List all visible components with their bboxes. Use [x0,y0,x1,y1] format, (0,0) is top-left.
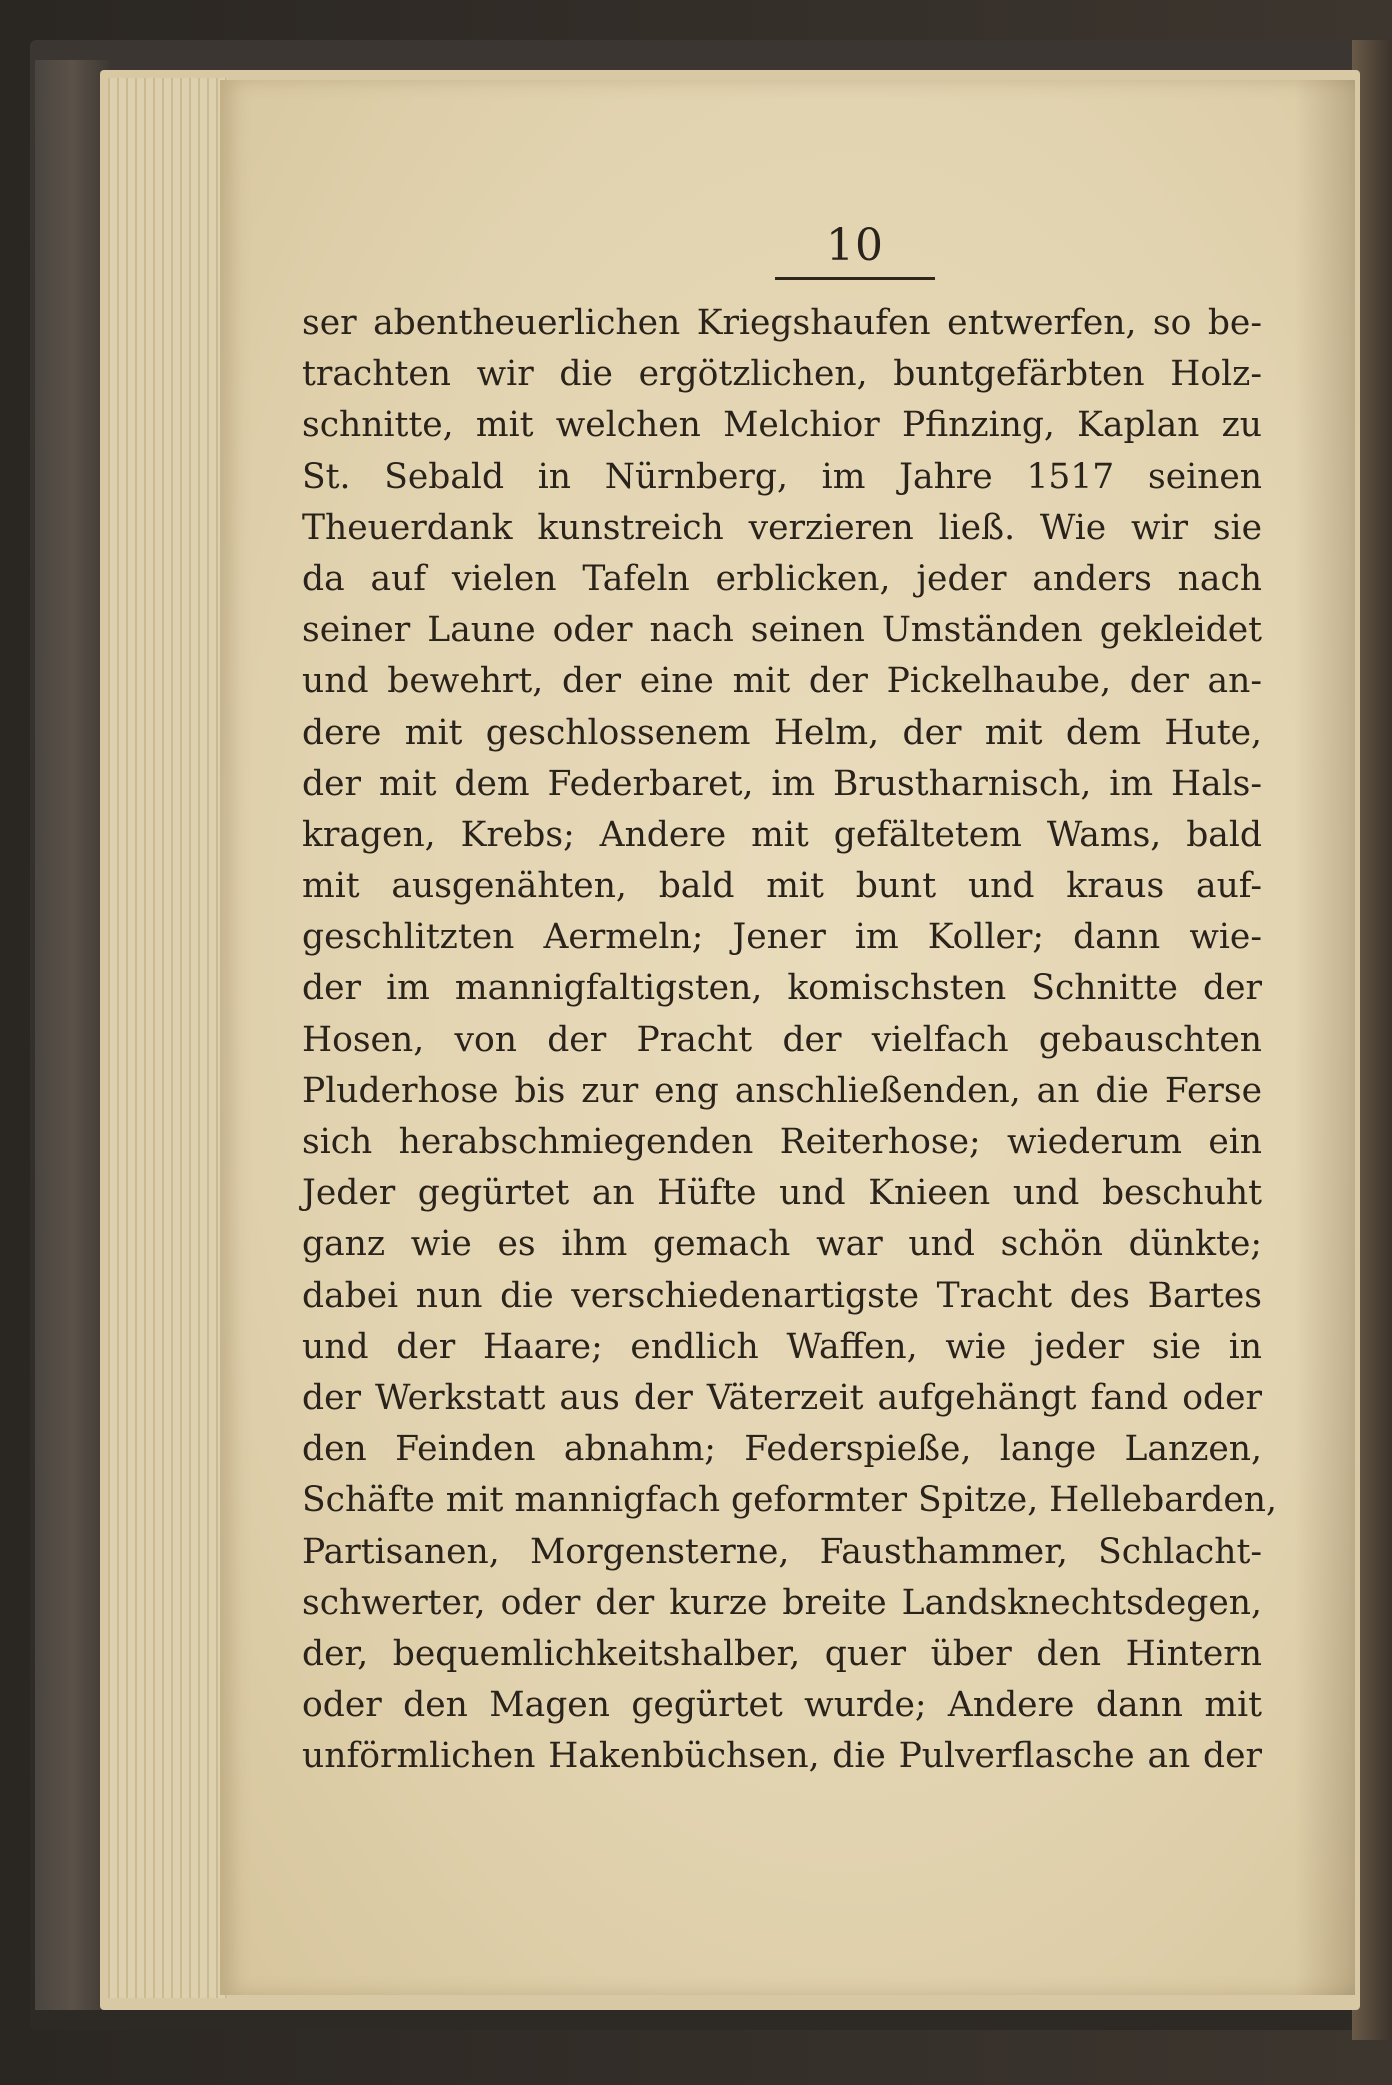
text-line: der im mannigfaltigsten, komischsten Schnitte der [302,968,1262,1009]
text-line: Theuerdank kunstreich verzieren ließ. Wie wir sie [302,507,1262,548]
page-number-rule [775,277,935,280]
text-line: und bewehrt, der eine mit der Pickelhaube, der an- [302,661,1262,702]
text-line: schwerter, oder der kurze breite Landsknechtsdegen, [302,1582,1262,1623]
text-line: ganz wie es ihm gemach war und schön dünkte; [302,1224,1262,1265]
text-line: schnitte, mit welchen Melchior Pfinzing, Kaplan zu [302,405,1262,446]
text-line: und der Haare; endlich Waffen, wie jeder sie in [302,1326,1262,1367]
text-line: Schäfte mit mannigfach geformter Spitze, Hellebarden, [302,1480,1277,1521]
book-page [220,80,1355,1995]
text-line: Pluderhose bis zur eng anschließenden, an die Ferse [302,1070,1262,1111]
text-line: der Werkstatt aus der Väterzeit aufgehängt fand oder [302,1377,1262,1418]
text-line: kragen, Krebs; Andere mit gefältetem Wams, bald [302,814,1262,855]
body-text [302,298,1277,1782]
text-line: oder den Magen gegürtet wurde; Andere dann mit [302,1685,1262,1726]
page-edges [108,78,228,1998]
text-line: ser abentheuerlichen Kriegshaufen entwerfen, so be- [302,303,1262,343]
text-line: sich herabschmiegenden Reiterhose; wiederum ein [302,1122,1262,1162]
page-number: 10 [826,220,884,271]
text-line: unförmlichen Hakenbüchsen, die Pulverflasche an der [302,1736,1262,1777]
text-line: der, bequemlichkeitshalber, quer über den Hintern [302,1633,1262,1674]
text-line: geschlitzten Aermeln; Jener im Koller; dann wie- [302,917,1262,958]
text-line: der mit dem Federbaret, im Brustharnisch, im Hals- [302,763,1262,804]
text-line: mit ausgenähten, bald mit bunt und kraus auf- [302,866,1262,907]
cover-spine-edge [35,60,110,2010]
text-line: Partisanen, Morgensterne, Fausthammer, Schlacht- [302,1531,1262,1572]
text-line: St. Sebald in Nürnberg, im Jahre 1517 seinen [302,456,1262,497]
text-line: Hosen, von der Pracht der vielfach gebauschten [302,1019,1262,1060]
text-line: da auf vielen Tafeln erblicken, jeder anders nach [302,558,1262,599]
text-line: dere mit geschlossenem Helm, der mit dem Hute, [302,712,1262,753]
text-line: Jeder gegürtet an Hüfte und Knieen und beschuht [302,1173,1262,1214]
text-line: trachten wir die ergötzlichen, buntgefärbten Holz- [302,354,1262,395]
gutter-shadow [1295,80,1355,1995]
text-line: den Feinden abnahm; Federspieße, lange Lanzen, [302,1429,1262,1470]
text-line: seiner Laune oder nach seinen Umständen gekleidet [302,610,1262,651]
text-line: dabei nun die verschiedenartigste Tracht des Bartes [302,1275,1262,1316]
